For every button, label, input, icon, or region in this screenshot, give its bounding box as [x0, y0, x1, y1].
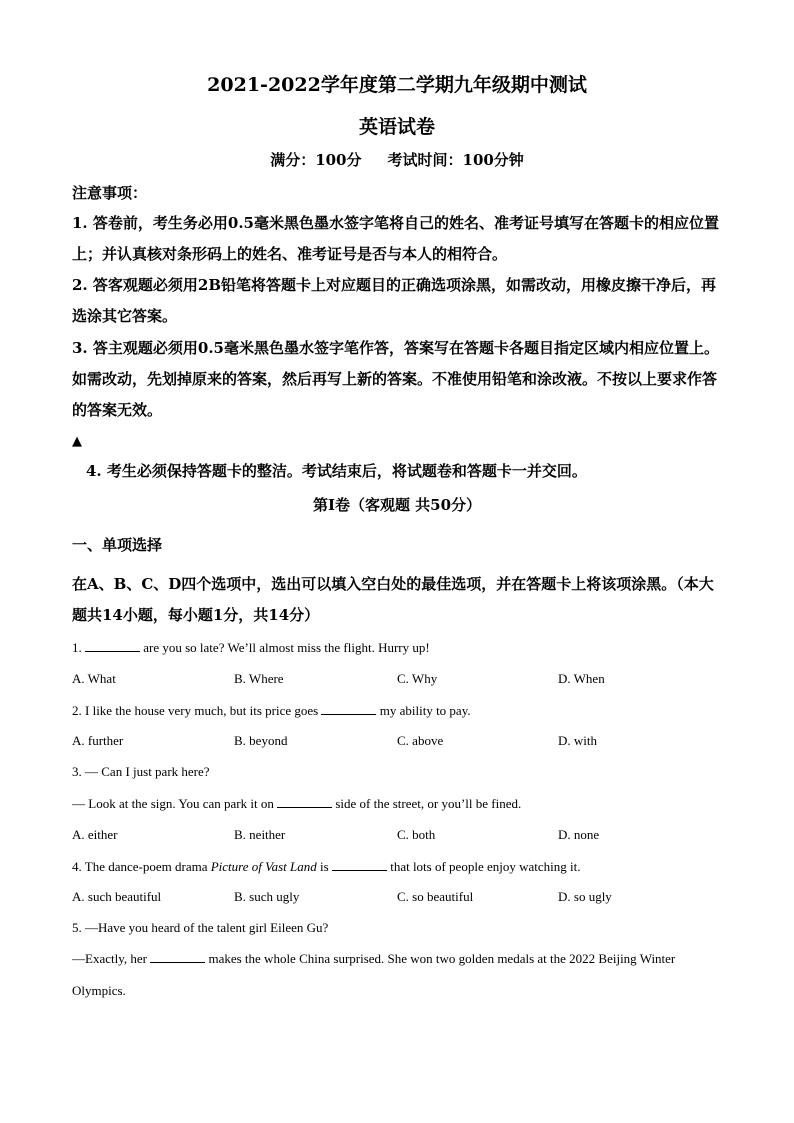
question-text-end: side of the street, or you’ll be fined. — [332, 796, 522, 811]
question-text: 4. The dance-poem drama — [72, 859, 211, 874]
answer-blank — [150, 950, 205, 963]
triangle-marker: ▲ — [72, 434, 82, 449]
option-d: D. none — [558, 827, 600, 842]
option-c: C. so beautiful — [397, 889, 474, 904]
option-d: D. so ugly — [558, 889, 612, 904]
exam-time: 考试时间：100分钟 — [387, 151, 524, 169]
part-title: 第I卷（客观题 共50分） — [312, 496, 482, 514]
question-3-reply — [72, 795, 732, 812]
answer-blank — [332, 858, 387, 871]
question-2-options — [72, 733, 732, 751]
option-a: A. further — [72, 733, 124, 748]
question-1-options — [72, 671, 732, 689]
question-text-mid: is — [316, 859, 332, 874]
notice-item-2: 2. 答客观题必须用2B铅笔将答题卡上对应题目的正确选项涂黑，如需改动，用橡皮擦干净后，再选涂其它答案。 — [72, 276, 717, 325]
question-text-end: that lots of people enjoy watching it. — [386, 859, 581, 874]
option-c: C. above — [397, 733, 444, 748]
option-b: B. beyond — [234, 733, 288, 748]
full-marks: 满分：100分 — [270, 151, 362, 169]
answer-blank — [85, 639, 140, 652]
option-b: B. such ugly — [234, 889, 300, 904]
option-d: D. with — [558, 733, 597, 748]
question-3: 3. — Can I just park here? — [72, 764, 210, 779]
drama-title: Picture of Vast Land — [210, 859, 317, 874]
question-text: are you so late? We’ll almost miss the flight. Hurry up! — [140, 640, 430, 655]
exam-title: 2021-2022学年度第二学期九年级期中测试 — [207, 74, 587, 96]
option-c: C. Why — [397, 671, 438, 686]
option-d: D. When — [558, 671, 605, 686]
question-text-end: my ability to pay. — [376, 703, 471, 718]
question-4 — [72, 858, 732, 875]
notice-item-1: 1. 答卷前，考生务必用0.5毫米黑色墨水签字笔将自己的姓名、准考证号填写在答题卡的相应位置上；并认真核对条形码上的姓名、准考证号是否与本人的相符合。 — [72, 214, 719, 263]
question-1 — [72, 639, 732, 656]
question-5: 5. —Have you heard of the talent girl Eileen Gu? — [72, 920, 329, 935]
option-c: C. both — [397, 827, 436, 842]
option-b: B. neither — [234, 827, 286, 842]
option-b: B. Where — [234, 671, 284, 686]
question-number: 1. — [72, 640, 82, 655]
section-title: 一、单项选择 — [72, 536, 163, 554]
question-2 — [72, 702, 732, 719]
notice-heading: 注意事项： — [72, 184, 148, 202]
notice-item-3: 3. 答主观题必须用0.5毫米黑色墨水签字笔作答，答案写在答题卡各题目指定区域内相应位置上。如需改动，先划掉原来的答案，然后再写上新的答案。不准使用铅笔和涂改液。不按以上要求作答的答案无效。 — [72, 339, 719, 419]
question-text: —Exactly, her — [72, 951, 151, 966]
question-text-end: makes the whole China surprised. She won two golden medals at the 2022 Beijing Winter Olympics. — [72, 951, 676, 998]
question-4-options — [72, 889, 732, 907]
answer-blank — [321, 702, 376, 715]
option-a: A. either — [72, 827, 118, 842]
exam-subject: 英语试卷 — [358, 116, 435, 138]
question-5-reply — [72, 943, 732, 1007]
section-instruction: 在A、B、C、D四个选项中，选出可以填入空白处的最佳选项，并在答题卡上将该项涂黑。（本大题共14小题，每小题1分，共14分） — [72, 575, 714, 624]
question-3-options — [72, 827, 732, 845]
notice-item-4: 4. 考生必须保持答题卡的整洁。考试结束后，将试题卷和答题卡一并交回。 — [86, 462, 587, 480]
option-a: A. such beautiful — [72, 889, 162, 904]
exam-info — [0, 149, 794, 170]
answer-blank — [277, 795, 332, 808]
option-a: A. What — [72, 671, 116, 686]
question-text: 2. I like the house very much, but its price goes — [72, 703, 322, 718]
question-text: — Look at the sign. You can park it on — [72, 796, 278, 811]
